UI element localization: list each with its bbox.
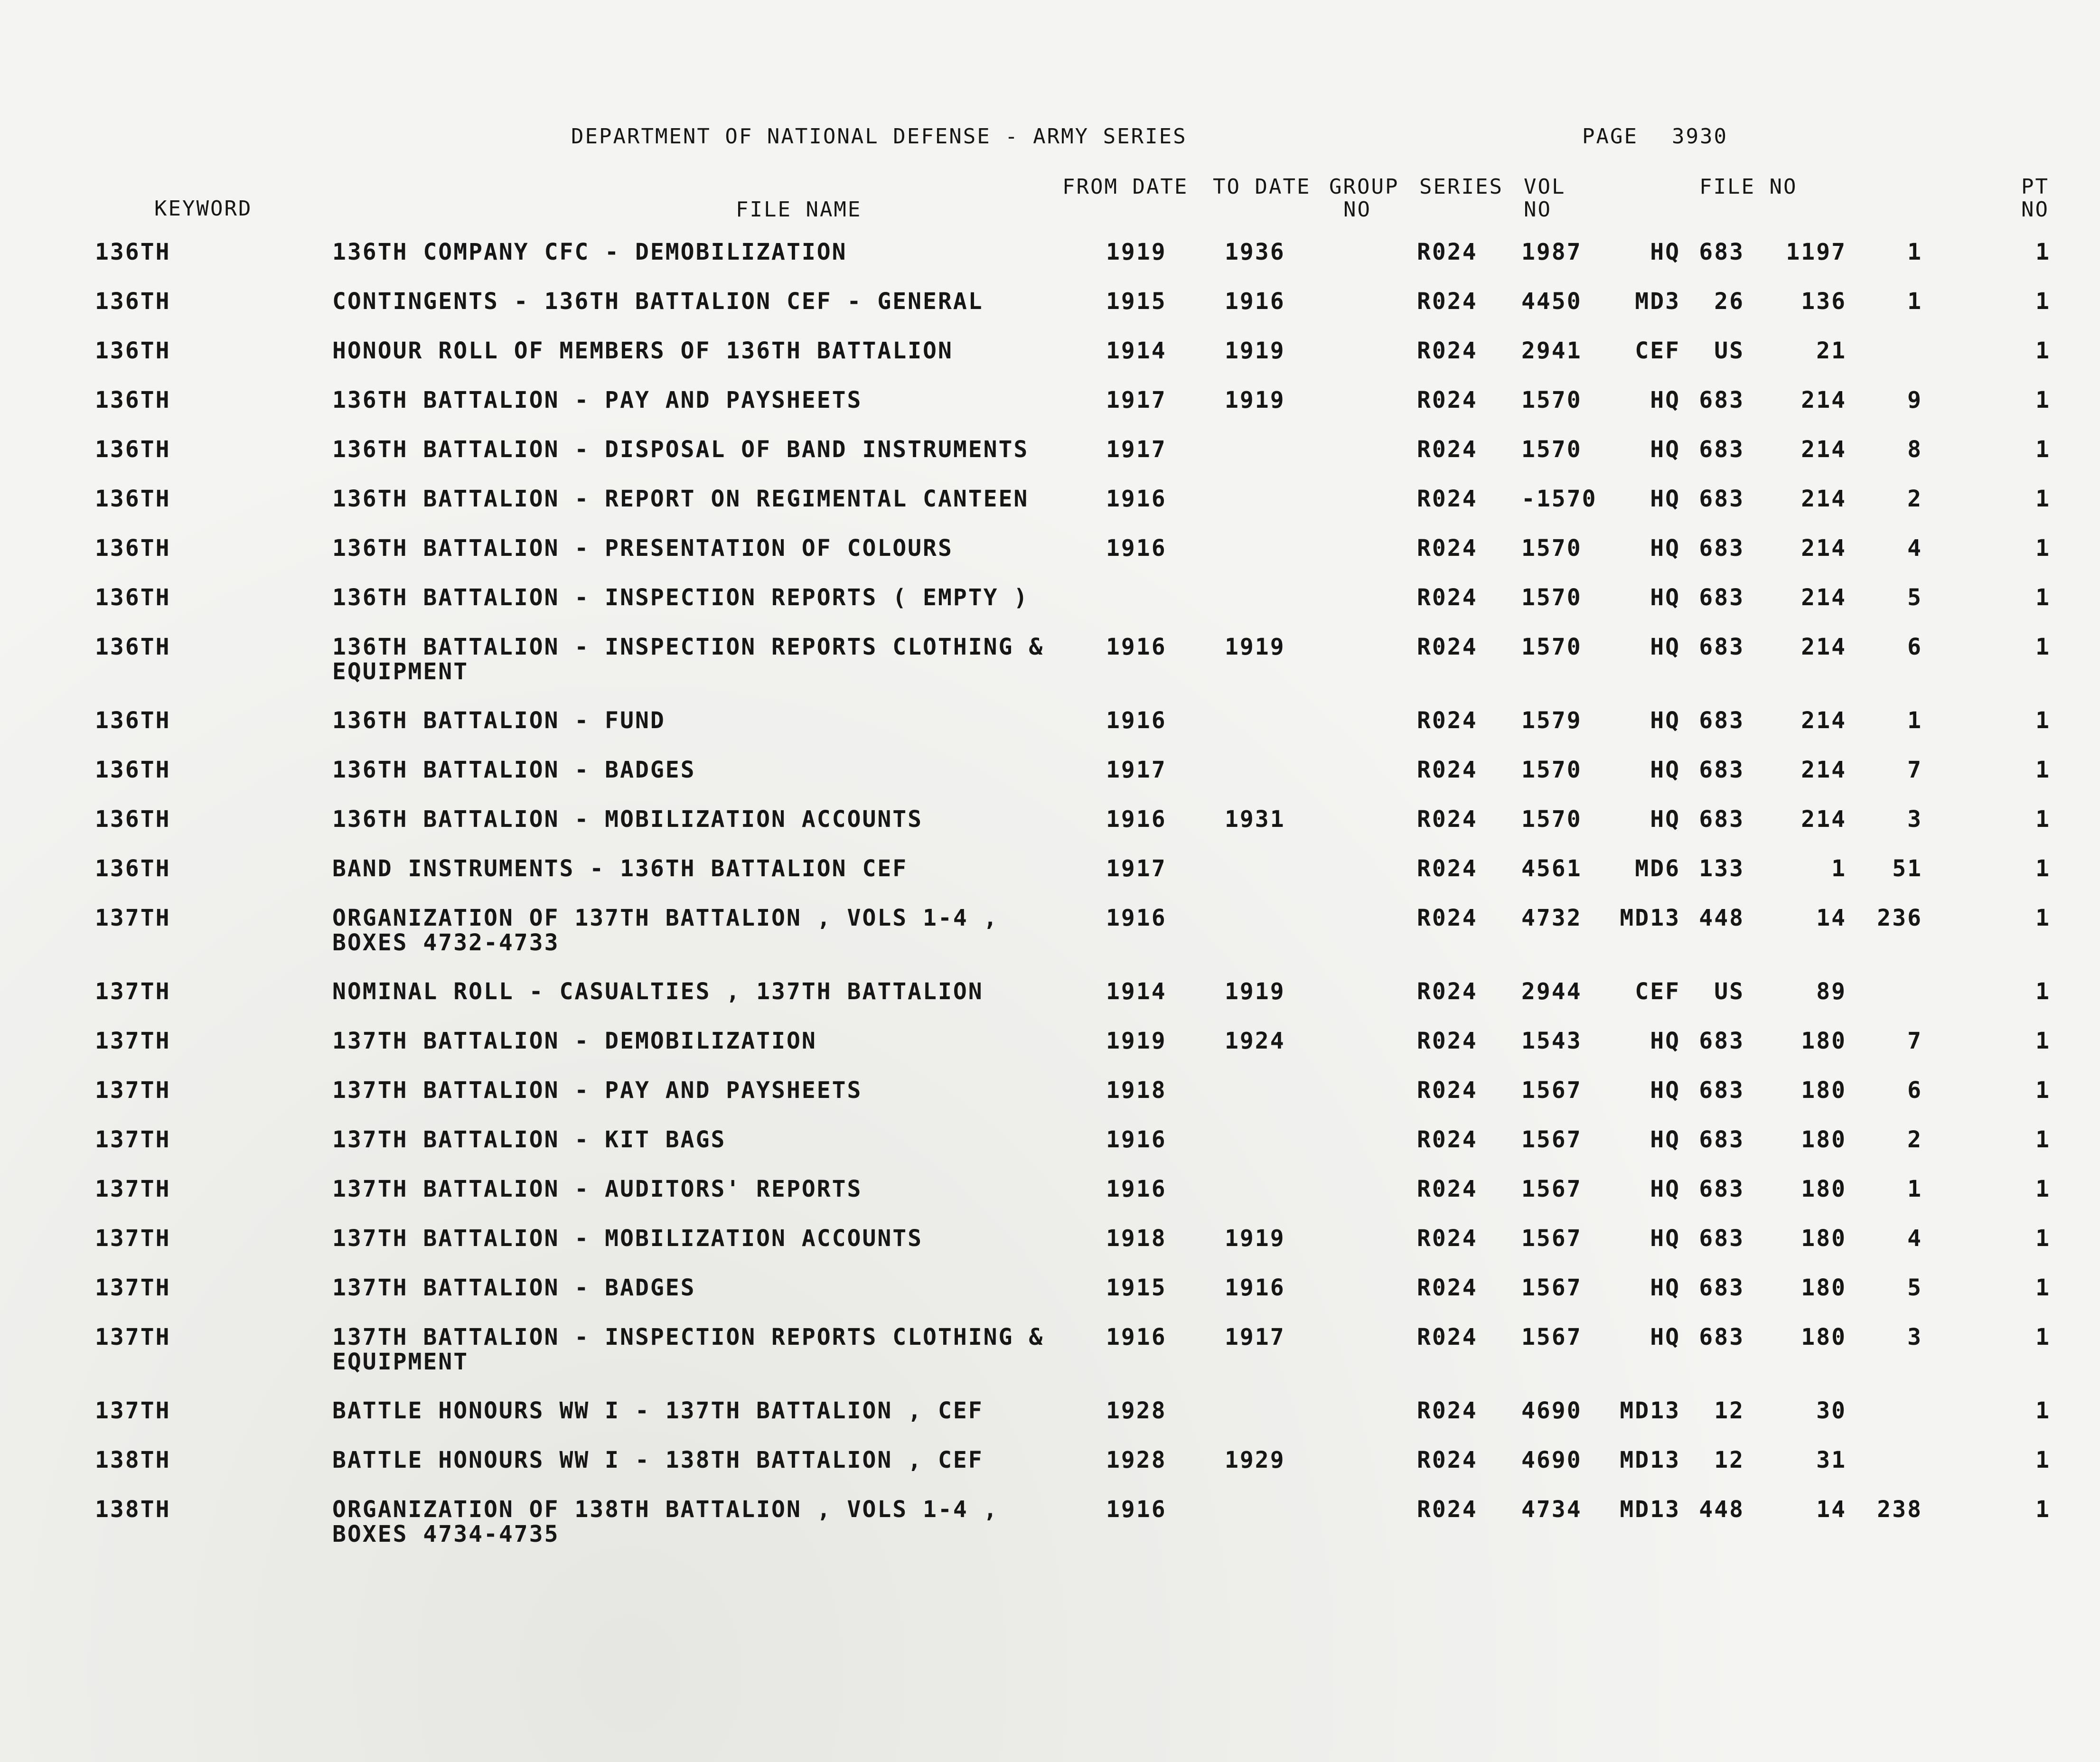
cell-keyword: 137TH: [95, 905, 171, 931]
cell-keyword: 137TH: [95, 1028, 171, 1054]
cell-pt-no: 1: [2035, 1077, 2051, 1104]
cell-file-name: 137TH BATTALION - INSPECTION REPORTS CLOTHING & EQUIPMENT: [332, 1324, 1044, 1375]
cell-vol-no: 1567: [1521, 1275, 1582, 1301]
cell-keyword: 137TH: [95, 1176, 171, 1202]
cell-file-sub: 180: [1801, 1225, 1847, 1252]
cell-series: R024: [1417, 387, 1478, 413]
table-row: [0, 1497, 2100, 1571]
cell-vol-no: 1570: [1521, 436, 1582, 463]
cell-file-item: 1: [1907, 288, 1922, 315]
cell-vol-no: 2941: [1521, 337, 1582, 364]
cell-vol-no: 4561: [1521, 855, 1582, 882]
cell-file-prefix: HQ: [1650, 387, 1680, 413]
cell-file-prefix: HQ: [1650, 486, 1680, 512]
cell-file-num: 683: [1699, 1176, 1744, 1202]
page-number: 3930: [1672, 124, 1728, 149]
cell-from-date: 1916: [1106, 1126, 1167, 1153]
cell-file-num: 683: [1699, 1126, 1744, 1153]
cell-series: R024: [1417, 535, 1478, 562]
cell-series: R024: [1417, 288, 1478, 315]
cell-file-prefix: MD3: [1635, 288, 1680, 315]
cell-keyword: 138TH: [95, 1447, 171, 1473]
cell-pt-no: 1: [2035, 1176, 2051, 1202]
cell-file-sub: 1197: [1786, 239, 1847, 265]
col-header-group-no: NO: [1343, 197, 1371, 222]
cell-file-num: 133: [1699, 855, 1744, 882]
cell-pt-no: 1: [2035, 1126, 2051, 1153]
cell-file-item: 1: [1907, 1176, 1922, 1202]
cell-file-name: BAND INSTRUMENTS - 136TH BATTALION CEF: [332, 855, 908, 882]
cell-file-prefix: HQ: [1650, 1176, 1680, 1202]
cell-file-prefix: HQ: [1650, 806, 1680, 833]
cell-vol-no: 4690: [1521, 1397, 1582, 1424]
cell-series: R024: [1417, 978, 1478, 1005]
cell-keyword: 136TH: [95, 855, 171, 882]
cell-file-num: 683: [1699, 707, 1744, 734]
table-row: [0, 1398, 2100, 1448]
cell-file-name: ORGANIZATION OF 138TH BATTALION , VOLS 1-4 , BOXES 4734-4735: [332, 1496, 999, 1547]
cell-keyword: 136TH: [95, 707, 171, 734]
cell-series: R024: [1417, 1324, 1478, 1350]
cell-file-num: 12: [1714, 1447, 1744, 1473]
cell-keyword: 136TH: [95, 634, 171, 660]
cell-file-num: 683: [1699, 1077, 1744, 1104]
cell-file-sub: 136: [1801, 288, 1847, 315]
col-header-file-no: FILE NO: [1699, 175, 1798, 199]
table-row: [0, 338, 2100, 388]
cell-file-sub: 180: [1801, 1176, 1847, 1202]
cell-to-date: 1916: [1225, 288, 1285, 315]
table-row: [0, 437, 2100, 487]
table-row: [0, 856, 2100, 906]
cell-to-date: 1924: [1225, 1028, 1285, 1054]
cell-from-date: 1917: [1106, 757, 1167, 783]
cell-file-num: US: [1714, 337, 1744, 364]
cell-file-name: 137TH BATTALION - KIT BAGS: [332, 1126, 726, 1153]
table-row: [0, 1275, 2100, 1325]
cell-file-name: NOMINAL ROLL - CASUALTIES , 137TH BATTALION: [332, 978, 984, 1005]
cell-file-prefix: HQ: [1650, 707, 1680, 734]
cell-file-num: 683: [1699, 1028, 1744, 1054]
cell-file-num: 26: [1714, 288, 1744, 315]
table-row: [0, 536, 2100, 585]
cell-file-prefix: CEF: [1635, 337, 1680, 364]
col-header-pt-no: NO: [2021, 197, 2049, 222]
cell-file-item: 3: [1907, 1324, 1922, 1350]
cell-file-sub: 14: [1816, 905, 1847, 931]
cell-series: R024: [1417, 707, 1478, 734]
cell-vol-no: 1567: [1521, 1324, 1582, 1350]
table-row: [0, 1325, 2100, 1398]
cell-file-prefix: MD6: [1635, 855, 1680, 882]
cell-file-item: 236: [1877, 905, 1922, 931]
cell-file-name: 136TH BATTALION - FUND: [332, 707, 666, 734]
cell-file-num: 448: [1699, 905, 1744, 931]
cell-file-name: 137TH BATTALION - PAY AND PAYSHEETS: [332, 1077, 862, 1104]
cell-file-prefix: MD13: [1620, 1397, 1680, 1424]
cell-pt-no: 1: [2035, 1324, 2051, 1350]
table-row: [0, 487, 2100, 536]
cell-file-item: 1: [1907, 239, 1922, 265]
cell-series: R024: [1417, 905, 1478, 931]
cell-series: R024: [1417, 1028, 1478, 1054]
cell-from-date: 1916: [1106, 1176, 1167, 1202]
cell-vol-no: -1570: [1521, 486, 1597, 512]
page-label: PAGE: [1582, 124, 1638, 149]
cell-file-sub: 214: [1801, 436, 1847, 463]
cell-pt-no: 1: [2035, 707, 2051, 734]
cell-series: R024: [1417, 757, 1478, 783]
cell-from-date: 1915: [1106, 288, 1167, 315]
cell-file-num: US: [1714, 978, 1744, 1005]
cell-file-num: 683: [1699, 584, 1744, 611]
cell-file-name: CONTINGENTS - 136TH BATTALION CEF - GENERAL: [332, 288, 984, 315]
cell-pt-no: 1: [2035, 239, 2051, 265]
cell-keyword: 137TH: [95, 1324, 171, 1350]
cell-vol-no: 1579: [1521, 707, 1582, 734]
cell-series: R024: [1417, 239, 1478, 265]
cell-vol-no: 1567: [1521, 1077, 1582, 1104]
cell-pt-no: 1: [2035, 1397, 2051, 1424]
cell-pt-no: 1: [2035, 1447, 2051, 1473]
cell-series: R024: [1417, 1496, 1478, 1523]
cell-series: R024: [1417, 1225, 1478, 1252]
cell-series: R024: [1417, 855, 1478, 882]
cell-file-num: 683: [1699, 634, 1744, 660]
cell-file-name: 136TH BATTALION - INSPECTION REPORTS ( EMPTY ): [332, 584, 1029, 611]
cell-pt-no: 1: [2035, 1275, 2051, 1301]
col-header-group: GROUP: [1329, 175, 1399, 199]
cell-file-sub: 14: [1816, 1496, 1847, 1523]
cell-to-date: 1919: [1225, 634, 1285, 660]
cell-pt-no: 1: [2035, 978, 2051, 1005]
cell-file-item: 1: [1907, 707, 1922, 734]
table-row: [0, 635, 2100, 708]
cell-file-name: 137TH BATTALION - MOBILIZATION ACCOUNTS: [332, 1225, 923, 1252]
document-title: DEPARTMENT OF NATIONAL DEFENSE - ARMY SERIES: [571, 124, 1187, 149]
cell-from-date: 1928: [1106, 1447, 1167, 1473]
table-row: [0, 708, 2100, 758]
cell-file-num: 683: [1699, 239, 1744, 265]
cell-file-item: 9: [1907, 387, 1922, 413]
cell-file-prefix: HQ: [1650, 584, 1680, 611]
cell-file-sub: 1: [1831, 855, 1847, 882]
table-row: [0, 807, 2100, 856]
cell-file-num: 683: [1699, 486, 1744, 512]
cell-pt-no: 1: [2035, 757, 2051, 783]
cell-from-date: 1915: [1106, 1275, 1167, 1301]
cell-file-prefix: HQ: [1650, 1077, 1680, 1104]
cell-file-prefix: HQ: [1650, 1225, 1680, 1252]
cell-file-name: 136TH BATTALION - INSPECTION REPORTS CLOTHING & EQUIPMENT: [332, 634, 1044, 685]
cell-file-item: 2: [1907, 486, 1922, 512]
table-row: [0, 979, 2100, 1029]
cell-from-date: 1917: [1106, 855, 1167, 882]
col-header-pt: PT: [2021, 175, 2049, 199]
cell-pt-no: 1: [2035, 387, 2051, 413]
cell-vol-no: 1570: [1521, 757, 1582, 783]
cell-file-prefix: HQ: [1650, 1126, 1680, 1153]
cell-from-date: 1916: [1106, 535, 1167, 562]
cell-file-sub: 180: [1801, 1126, 1847, 1153]
cell-file-name: BATTLE HONOURS WW I - 138TH BATTALION , CEF: [332, 1447, 984, 1473]
cell-to-date: 1919: [1225, 337, 1285, 364]
cell-pt-no: 1: [2035, 337, 2051, 364]
table-row: [0, 1127, 2100, 1177]
cell-file-num: 683: [1699, 757, 1744, 783]
cell-to-date: 1929: [1225, 1447, 1285, 1473]
cell-file-num: 683: [1699, 387, 1744, 413]
cell-from-date: 1916: [1106, 486, 1167, 512]
cell-file-item: 6: [1907, 1077, 1922, 1104]
cell-file-prefix: HQ: [1650, 1275, 1680, 1301]
cell-file-name: BATTLE HONOURS WW I - 137TH BATTALION , CEF: [332, 1397, 984, 1424]
cell-file-sub: 214: [1801, 634, 1847, 660]
cell-vol-no: 4690: [1521, 1447, 1582, 1473]
cell-vol-no: 1987: [1521, 239, 1582, 265]
cell-to-date: 1919: [1225, 1225, 1285, 1252]
cell-to-date: 1917: [1225, 1324, 1285, 1350]
cell-file-name: HONOUR ROLL OF MEMBERS OF 136TH BATTALION: [332, 337, 953, 364]
cell-vol-no: 1567: [1521, 1126, 1582, 1153]
cell-keyword: 137TH: [95, 1397, 171, 1424]
cell-file-name: 136TH BATTALION - PAY AND PAYSHEETS: [332, 387, 862, 413]
cell-vol-no: 1570: [1521, 634, 1582, 660]
cell-series: R024: [1417, 1447, 1478, 1473]
cell-keyword: 136TH: [95, 535, 171, 562]
cell-vol-no: 1543: [1521, 1028, 1582, 1054]
cell-from-date: 1916: [1106, 905, 1167, 931]
cell-keyword: 137TH: [95, 978, 171, 1005]
cell-file-name: 137TH BATTALION - DEMOBILIZATION: [332, 1028, 817, 1054]
cell-file-item: 7: [1907, 757, 1922, 783]
cell-file-item: 51: [1892, 855, 1922, 882]
cell-keyword: 136TH: [95, 806, 171, 833]
table-row: [0, 1448, 2100, 1497]
cell-file-prefix: HQ: [1650, 239, 1680, 265]
cell-keyword: 136TH: [95, 757, 171, 783]
cell-vol-no: 1570: [1521, 387, 1582, 413]
cell-file-prefix: HQ: [1650, 1028, 1680, 1054]
cell-from-date: 1916: [1106, 1496, 1167, 1523]
table-row: [0, 1177, 2100, 1226]
cell-series: R024: [1417, 1126, 1478, 1153]
cell-file-prefix: CEF: [1635, 978, 1680, 1005]
cell-keyword: 137TH: [95, 1225, 171, 1252]
cell-to-date: 1919: [1225, 978, 1285, 1005]
cell-pt-no: 1: [2035, 535, 2051, 562]
col-header-file-name: FILE NAME: [736, 197, 862, 222]
col-header-series: SERIES: [1419, 175, 1503, 199]
record-list: [0, 240, 2100, 1571]
cell-from-date: 1919: [1106, 1028, 1167, 1054]
cell-file-prefix: MD13: [1620, 1496, 1680, 1523]
cell-file-sub: 214: [1801, 387, 1847, 413]
cell-to-date: 1919: [1225, 387, 1285, 413]
cell-file-num: 448: [1699, 1496, 1744, 1523]
cell-file-item: 238: [1877, 1496, 1922, 1523]
cell-file-sub: 214: [1801, 584, 1847, 611]
cell-file-name: 136TH BATTALION - DISPOSAL OF BAND INSTRUMENTS: [332, 436, 1029, 463]
cell-file-item: 6: [1907, 634, 1922, 660]
cell-file-num: 683: [1699, 1225, 1744, 1252]
cell-series: R024: [1417, 337, 1478, 364]
cell-from-date: 1917: [1106, 436, 1167, 463]
cell-file-prefix: HQ: [1650, 535, 1680, 562]
col-header-from-date: FROM DATE: [1062, 175, 1189, 199]
cell-to-date: 1931: [1225, 806, 1285, 833]
cell-vol-no: 2944: [1521, 978, 1582, 1005]
cell-from-date: 1916: [1106, 1324, 1167, 1350]
cell-file-sub: 30: [1816, 1397, 1847, 1424]
cell-pt-no: 1: [2035, 1225, 2051, 1252]
table-row: [0, 585, 2100, 635]
cell-file-sub: 214: [1801, 806, 1847, 833]
cell-file-sub: 214: [1801, 486, 1847, 512]
cell-series: R024: [1417, 1077, 1478, 1104]
cell-file-sub: 21: [1816, 337, 1847, 364]
cell-pt-no: 1: [2035, 634, 2051, 660]
cell-file-item: 5: [1907, 1275, 1922, 1301]
cell-from-date: 1918: [1106, 1225, 1167, 1252]
table-row: [0, 758, 2100, 807]
cell-file-name: 137TH BATTALION - AUDITORS' REPORTS: [332, 1176, 862, 1202]
cell-file-item: 2: [1907, 1126, 1922, 1153]
cell-file-num: 683: [1699, 535, 1744, 562]
cell-file-num: 683: [1699, 436, 1744, 463]
cell-file-item: 4: [1907, 535, 1922, 562]
cell-file-name: 136TH BATTALION - BADGES: [332, 757, 696, 783]
cell-pt-no: 1: [2035, 905, 2051, 931]
cell-file-sub: 214: [1801, 757, 1847, 783]
col-header-to-date: TO DATE: [1213, 175, 1311, 199]
col-header-keyword: KEYWORD: [154, 197, 253, 221]
cell-file-item: 4: [1907, 1225, 1922, 1252]
cell-series: R024: [1417, 436, 1478, 463]
table-row: [0, 388, 2100, 437]
cell-to-date: 1936: [1225, 239, 1285, 265]
cell-series: R024: [1417, 1275, 1478, 1301]
cell-from-date: 1918: [1106, 1077, 1167, 1104]
cell-file-name: 136TH COMPANY CFC - DEMOBILIZATION: [332, 239, 847, 265]
cell-file-name: 137TH BATTALION - BADGES: [332, 1275, 696, 1301]
cell-file-prefix: HQ: [1650, 757, 1680, 783]
cell-file-num: 683: [1699, 1275, 1744, 1301]
cell-from-date: 1916: [1106, 707, 1167, 734]
cell-vol-no: 4732: [1521, 905, 1582, 931]
cell-series: R024: [1417, 806, 1478, 833]
cell-file-sub: 214: [1801, 535, 1847, 562]
cell-vol-no: 1567: [1521, 1225, 1582, 1252]
cell-pt-no: 1: [2035, 486, 2051, 512]
cell-file-item: 5: [1907, 584, 1922, 611]
cell-pt-no: 1: [2035, 1028, 2051, 1054]
cell-from-date: 1928: [1106, 1397, 1167, 1424]
cell-pt-no: 1: [2035, 806, 2051, 833]
cell-from-date: 1914: [1106, 337, 1167, 364]
cell-vol-no: 1567: [1521, 1176, 1582, 1202]
col-header-vol: VOL: [1524, 175, 1566, 199]
cell-keyword: 136TH: [95, 239, 171, 265]
cell-from-date: 1916: [1106, 806, 1167, 833]
cell-file-prefix: HQ: [1650, 436, 1680, 463]
col-header-vol-no: NO: [1524, 197, 1552, 222]
cell-file-name: 136TH BATTALION - MOBILIZATION ACCOUNTS: [332, 806, 923, 833]
cell-file-item: 3: [1907, 806, 1922, 833]
cell-keyword: 136TH: [95, 436, 171, 463]
cell-file-prefix: MD13: [1620, 1447, 1680, 1473]
cell-from-date: 1919: [1106, 239, 1167, 265]
cell-file-prefix: HQ: [1650, 1324, 1680, 1350]
table-row: [0, 1226, 2100, 1275]
cell-keyword: 136TH: [95, 584, 171, 611]
cell-file-sub: 180: [1801, 1324, 1847, 1350]
table-row: [0, 1078, 2100, 1127]
cell-file-sub: 214: [1801, 707, 1847, 734]
cell-file-sub: 31: [1816, 1447, 1847, 1473]
cell-pt-no: 1: [2035, 288, 2051, 315]
cell-keyword: 136TH: [95, 486, 171, 512]
cell-file-item: 8: [1907, 436, 1922, 463]
cell-to-date: 1916: [1225, 1275, 1285, 1301]
cell-file-sub: 89: [1816, 978, 1847, 1005]
table-row: [0, 1029, 2100, 1078]
cell-file-item: 7: [1907, 1028, 1922, 1054]
cell-vol-no: 4450: [1521, 288, 1582, 315]
cell-keyword: 137TH: [95, 1077, 171, 1104]
cell-file-sub: 180: [1801, 1077, 1847, 1104]
cell-file-sub: 180: [1801, 1028, 1847, 1054]
cell-pt-no: 1: [2035, 1496, 2051, 1523]
cell-series: R024: [1417, 1397, 1478, 1424]
cell-keyword: 136TH: [95, 337, 171, 364]
cell-file-sub: 180: [1801, 1275, 1847, 1301]
table-row: [0, 906, 2100, 979]
cell-pt-no: 1: [2035, 584, 2051, 611]
cell-file-num: 12: [1714, 1397, 1744, 1424]
cell-pt-no: 1: [2035, 855, 2051, 882]
cell-file-num: 683: [1699, 1324, 1744, 1350]
cell-file-name: 136TH BATTALION - PRESENTATION OF COLOURS: [332, 535, 953, 562]
cell-keyword: 137TH: [95, 1275, 171, 1301]
cell-keyword: 136TH: [95, 387, 171, 413]
cell-from-date: 1914: [1106, 978, 1167, 1005]
cell-vol-no: 1570: [1521, 535, 1582, 562]
cell-vol-no: 1570: [1521, 584, 1582, 611]
cell-vol-no: 4734: [1521, 1496, 1582, 1523]
cell-file-name: 136TH BATTALION - REPORT ON REGIMENTAL CANTEEN: [332, 486, 1029, 512]
cell-file-prefix: MD13: [1620, 905, 1680, 931]
cell-file-name: ORGANIZATION OF 137TH BATTALION , VOLS 1-4 , BOXES 4732-4733: [332, 905, 999, 956]
cell-file-prefix: HQ: [1650, 634, 1680, 660]
cell-series: R024: [1417, 584, 1478, 611]
cell-from-date: 1917: [1106, 387, 1167, 413]
cell-series: R024: [1417, 1176, 1478, 1202]
table-row: [0, 240, 2100, 289]
cell-vol-no: 1570: [1521, 806, 1582, 833]
cell-keyword: 138TH: [95, 1496, 171, 1523]
cell-from-date: 1916: [1106, 634, 1167, 660]
cell-series: R024: [1417, 486, 1478, 512]
cell-pt-no: 1: [2035, 436, 2051, 463]
cell-series: R024: [1417, 634, 1478, 660]
cell-file-num: 683: [1699, 806, 1744, 833]
cell-keyword: 137TH: [95, 1126, 171, 1153]
cell-keyword: 136TH: [95, 288, 171, 315]
table-row: [0, 289, 2100, 338]
